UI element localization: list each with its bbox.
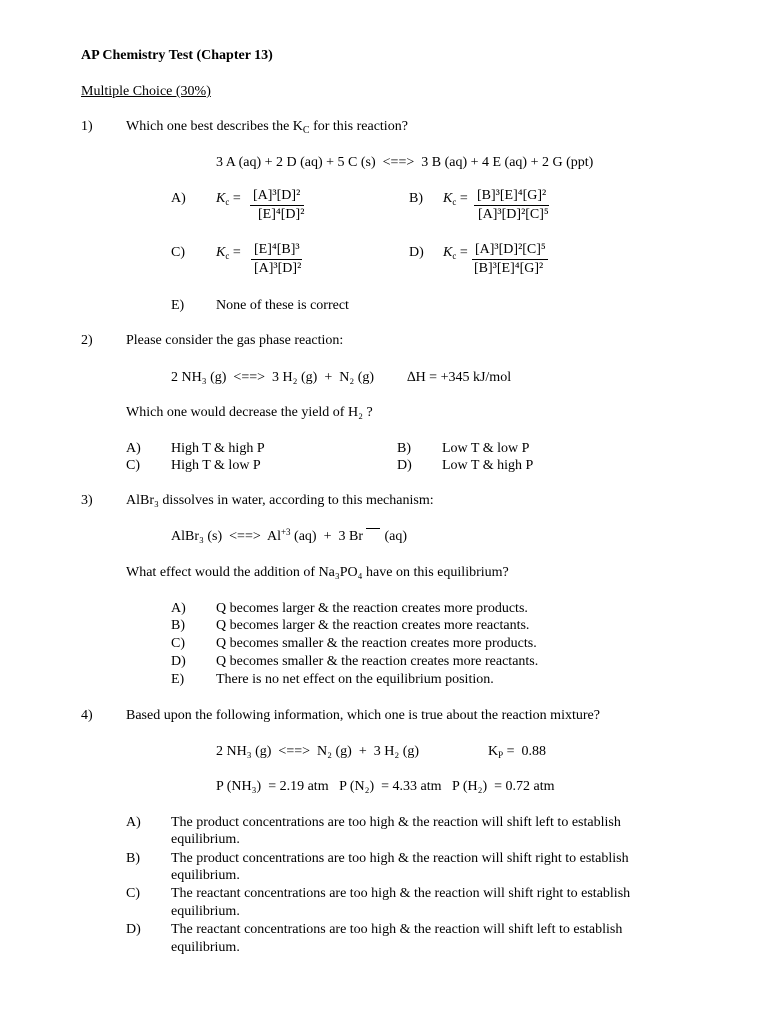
kc-fraction <box>472 241 548 278</box>
question-stem: Based upon the following information, which one is true about the reaction mixture? <box>126 708 600 723</box>
option-text: High T & low P <box>171 458 261 473</box>
kc-expression: $K_c$ = <box>216 245 241 261</box>
question-stem: Which one best describes the $K_C$ for this reaction? <box>126 119 408 136</box>
question-prompt: Which one would decrease the yield of H₂ ? <box>126 405 373 420</box>
kc-expression: $K_c$ = <box>216 191 241 207</box>
numerator: [A]³[D]²[C]⁵ <box>472 241 548 260</box>
numerator: [A]³[D]² <box>250 187 304 206</box>
numerator: [E]⁴[B]³ <box>251 241 302 260</box>
reaction-equation: AlBr₃ (s) <==> $Al^{+3}$ (aq) + 3 Br (aq) <box>171 527 408 544</box>
kc-fraction <box>474 187 549 224</box>
option-label: A) <box>171 191 186 206</box>
question-stem: Please consider the gas phase reaction: <box>126 333 344 348</box>
option-label: B) <box>171 618 185 633</box>
option-text: High T & high P <box>171 441 265 456</box>
option-label: B) <box>409 191 423 206</box>
option-text-continued: equilibrium. <box>171 940 240 955</box>
option-label: B) <box>126 851 140 866</box>
option-text: The product concentrations are too high & the reaction will shift left to establish <box>171 815 621 830</box>
option-label: D) <box>126 922 141 937</box>
option-text: Low T & low P <box>442 441 530 456</box>
option-label: C) <box>126 458 140 473</box>
option-label: C) <box>171 636 185 651</box>
numerator: [B]³[E]⁴[G]² <box>474 187 549 206</box>
option-text-continued: equilibrium. <box>171 868 240 883</box>
option-text: Q becomes smaller & the reaction creates more reactants. <box>216 654 539 669</box>
option-text: The product concentrations are too high & the reaction will shift right to establish <box>171 851 629 866</box>
option-text: None of these is correct <box>216 298 349 313</box>
option-label: A) <box>171 601 186 616</box>
option-label: D) <box>171 654 186 669</box>
page-title: AP Chemistry Test (Chapter 13) <box>81 48 273 63</box>
option-text: Q becomes larger & the reaction creates more reactants. <box>216 618 530 633</box>
reaction-equation: 2 NH₃ (g) <==> 3 H₂ (g) + N₂ (g) <box>171 370 375 385</box>
option-text-continued: equilibrium. <box>171 904 240 919</box>
denominator: [B]³[E]⁴[G]² <box>474 261 544 276</box>
option-text: Q becomes smaller & the reaction creates more products. <box>216 636 537 651</box>
minus-charge-icon <box>366 528 380 529</box>
option-label: C) <box>171 245 185 260</box>
question-number: 1) <box>81 119 93 134</box>
kc-expression: $K_c$ = <box>443 191 468 207</box>
option-label: A) <box>126 815 141 830</box>
reaction-equation: 3 A (aq) + 2 D (aq) + 5 C (s) <==> 3 B (aq) + 4 E (aq) + 2 G (ppt) <box>216 155 594 170</box>
kc-fraction <box>251 241 302 278</box>
option-label: E) <box>171 298 185 313</box>
reaction-equation: 2 NH₃ (g) <==> N₂ (g) + 3 H₂ (g) <box>216 744 420 759</box>
question-stem: AlBr₃ dissolves in water, according to this mechanism: <box>126 493 434 508</box>
option-label: E) <box>171 672 185 687</box>
option-text: Low T & high P <box>442 458 534 473</box>
kp-value: $K_P = 0.88$ <box>488 744 547 760</box>
question-prompt: What effect would the addition of Na₃PO₄ have on this equilibrium? <box>126 565 509 580</box>
denominator: [A]³[D]²[C]⁵ <box>478 207 549 222</box>
question-number: 2) <box>81 333 93 348</box>
option-text: There is no net effect on the equilibrium position. <box>216 672 494 687</box>
kc-expression: $K_c$ = <box>443 245 468 261</box>
option-label: D) <box>397 458 412 473</box>
option-text: Q becomes larger & the reaction creates more products. <box>216 601 528 616</box>
question-number: 3) <box>81 493 93 508</box>
question-number: 4) <box>81 708 93 723</box>
kc-fraction <box>250 187 304 224</box>
option-label: C) <box>126 886 140 901</box>
option-text: The reactant concentrations are too high & the reaction will shift right to establish <box>171 886 631 901</box>
option-text: The reactant concentrations are too high & the reaction will shift left to establish <box>171 922 623 937</box>
option-text-continued: equilibrium. <box>171 832 240 847</box>
enthalpy: ∆H = +345 kJ/mol <box>407 370 512 385</box>
option-label: D) <box>409 245 424 260</box>
option-label: A) <box>126 441 141 456</box>
denominator: [A]³[D]² <box>254 261 302 276</box>
denominator: [E]⁴[D]² <box>258 207 305 222</box>
option-label: B) <box>397 441 411 456</box>
partial-pressures: P (NH₃) = 2.19 atm P (N₂) = 4.33 atm P (H₂) = 0.72 atm <box>216 779 555 794</box>
section-heading: Multiple Choice (30%) <box>81 84 211 99</box>
